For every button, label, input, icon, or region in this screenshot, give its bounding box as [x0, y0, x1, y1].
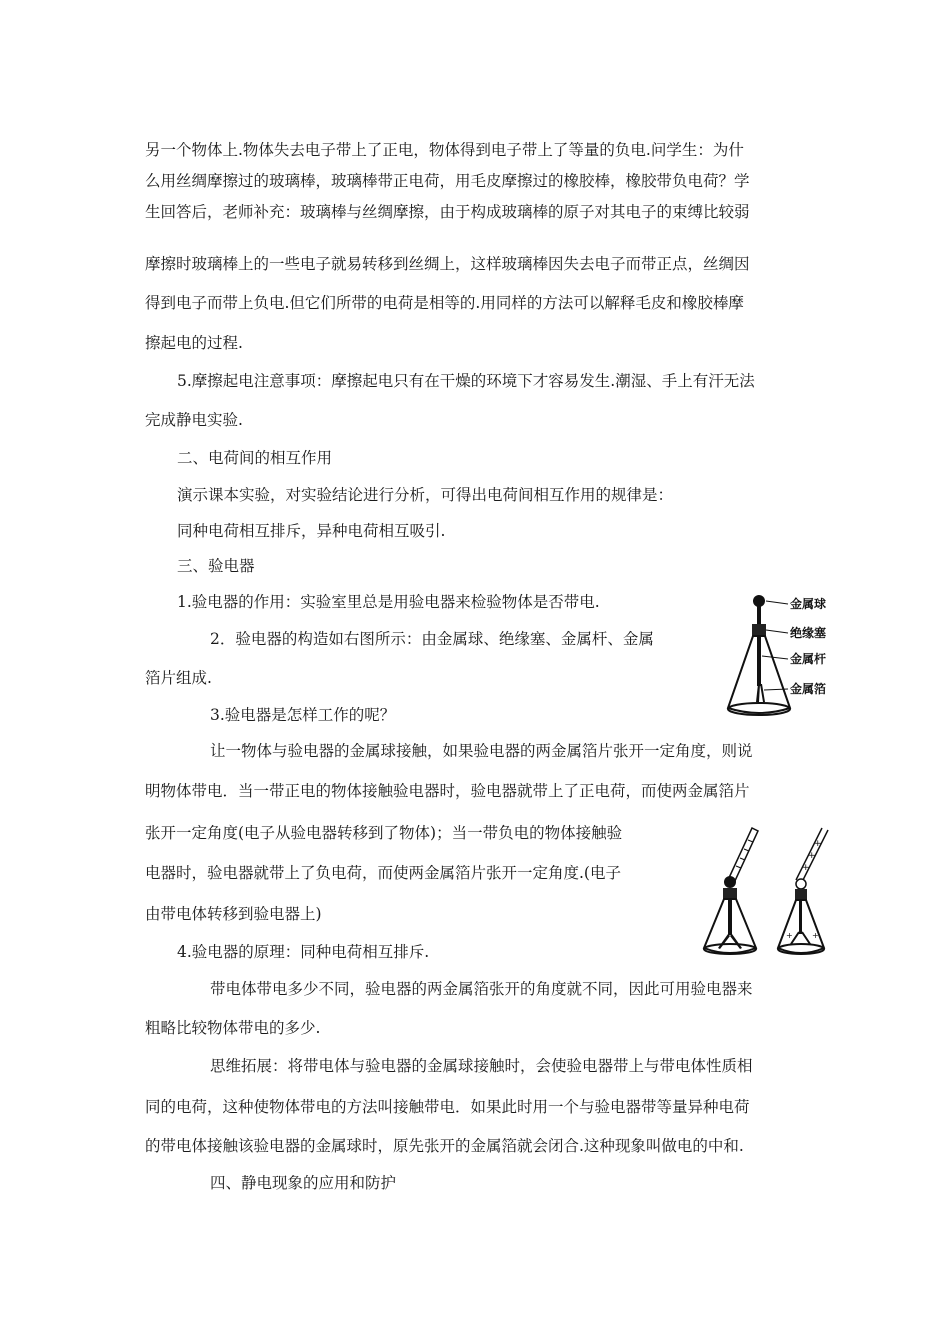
text-line: 箔片组成.	[145, 669, 212, 687]
svg-text:+: +	[808, 851, 816, 861]
text-line: 同种电荷相互排斥，异种电荷相互吸引.	[177, 522, 446, 540]
text-line: 生回答后，老师补充：玻璃棒与丝绸摩擦，由于构成玻璃棒的原子对其电子的束缚比较弱	[145, 203, 750, 221]
svg-text:+: +	[814, 839, 822, 849]
text-line: 另一个物体上.物体失去电子带上了正电，物体得到电子带上了等量的负电.问学生：为什	[145, 141, 744, 159]
insulating-stopper-icon	[752, 624, 766, 636]
text-line: 么用丝绸摩擦过的玻璃棒，玻璃棒带正电荷，用毛皮摩擦过的橡胶棒，橡胶带负电荷？学	[145, 172, 750, 190]
text-line: 4.验电器的原理：同种电荷相互排斥.	[177, 943, 430, 961]
section-heading: 三、验电器	[177, 557, 255, 575]
svg-text:+: +	[802, 863, 810, 873]
section-heading: 二、电荷间的相互作用	[177, 449, 333, 467]
electroscope-left	[704, 828, 758, 954]
figure-label: 绝缘塞	[790, 626, 827, 640]
section-heading: 四、静电现象的应用和防护	[210, 1174, 397, 1192]
text-line: 思维拓展：将带电体与验电器的金属球接触时，会使验电器带上与带电体性质相	[210, 1057, 753, 1075]
electroscope-right	[778, 828, 828, 954]
text-line: 1.验电器的作用：实验室里总是用验电器来检验物体是否带电.	[177, 593, 600, 611]
text-line: 完成静电实验.	[145, 411, 243, 429]
svg-text:+: +	[786, 931, 793, 940]
text-line: 由带电体转移到验电器上)	[145, 905, 322, 923]
text-line: 摩擦时玻璃棒上的一些电子就易转移到丝绸上，这样玻璃棒因失去电子而带正点，丝绸因	[145, 255, 750, 273]
text-line: 同的电荷，这种使物体带电的方法叫接触带电．如果此时用一个与验电器带等量异种电荷	[145, 1098, 750, 1116]
text-line: 擦起电的过程.	[145, 334, 243, 352]
text-line: 电器时，验电器就带上了负电荷，而使两金属箔片张开一定角度.(电子	[145, 864, 621, 882]
text-line: 的带电体接触该验电器的金属球时，原先张开的金属箔就会闭合.这种现象叫做电的中和.	[145, 1137, 744, 1155]
text-line: 演示课本实验，对实验结论进行分析，可得出电荷间相互作用的规律是：	[177, 486, 674, 504]
text-line: 2．验电器的构造如右图所示：由金属球、绝缘塞、金属杆、金属	[210, 630, 654, 648]
text-line: 粗略比较物体带电的多少.	[145, 1019, 321, 1037]
figure-label: 金属杆	[790, 652, 827, 666]
text-line: 3.验电器是怎样工作的呢？	[210, 706, 396, 724]
text-line: 带电体带电多少不同，验电器的两金属箔张开的角度就不同，因此可用验电器来	[210, 980, 753, 998]
text-line: 得到电子而带上负电.但它们所带的电荷是相等的.用同样的方法可以解释毛皮和橡胶棒摩	[145, 294, 744, 312]
text-line: 张开一定角度(电子从验电器转移到了物体)；当一带负电的物体接触验	[145, 824, 623, 842]
figure-label: 金属球	[790, 597, 827, 611]
electroscope-charging-diagram	[700, 818, 850, 963]
figure-label: 金属箔	[790, 682, 827, 696]
electroscope-diagram	[722, 590, 872, 725]
text-line: 让一物体与验电器的金属球接触，如果验电器的两金属箔片张开一定角度，则说	[210, 742, 753, 760]
metal-foil-icon	[756, 684, 760, 702]
text-line: 明物体带电．当一带正电的物体接触验电器时，验电器就带上了正电荷，而使两金属箔片	[145, 782, 750, 800]
metal-ball-icon	[753, 595, 765, 607]
text-line: 5.摩擦起电注意事项：摩擦起电只有在干燥的环境下才容易发生.潮湿、手上有汗无法	[177, 372, 755, 390]
svg-text:+: +	[812, 931, 819, 940]
